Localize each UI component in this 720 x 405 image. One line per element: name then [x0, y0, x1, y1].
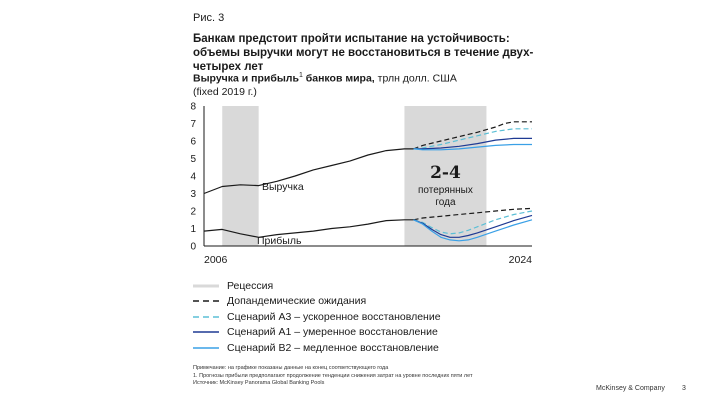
legend-label: Допандемические ожидания [227, 295, 367, 308]
lost-years-number: 2-4 [430, 163, 461, 183]
recession-band [222, 106, 258, 246]
note-line: Источник: McKinsey Panorama Global Banking Pools [193, 380, 325, 386]
legend-swatch [193, 298, 219, 304]
lost-years-label: потерянных [417, 185, 473, 196]
notes [193, 365, 473, 388]
page-number: 3 [682, 385, 686, 392]
footer-brand: McKinsey & Company [596, 385, 665, 392]
legend-label: Рецессия [227, 279, 274, 292]
footnote-mark: 1 [298, 72, 303, 79]
lost-years-label: года [435, 197, 456, 208]
y-tick-label: 1 [190, 224, 196, 235]
y-tick-label: 7 [190, 119, 196, 130]
y-tick-label: 3 [190, 189, 196, 200]
subtitle-bold2: банков мира, [302, 72, 375, 85]
legend-item [193, 309, 441, 325]
x-tick-label: 2024 [508, 254, 532, 266]
note-line: Примечание: на графике показаны данные на конец соответствующего года [193, 365, 389, 371]
y-tick-label: 4 [190, 171, 196, 183]
legend-swatch [193, 329, 219, 335]
legend-item [193, 325, 441, 341]
chart-subtitle [193, 69, 553, 99]
y-tick-label: 2 [190, 206, 196, 218]
note-line: 1. Прогнозы прибыли предполагают продолжение тенденции снижения затрат на уровне последних пяти лет [193, 372, 473, 379]
profit-annotation: Прибыль [257, 235, 302, 247]
subtitle-bold: Выручка и прибыль [193, 72, 299, 85]
legend-item [193, 294, 441, 310]
legend-swatch [193, 314, 219, 320]
y-tick-label: 5 [190, 154, 196, 165]
legend [193, 278, 441, 356]
legend-swatch [193, 345, 219, 351]
subtitle-line2: (fixed 2019 г.) [193, 85, 257, 98]
chart [172, 100, 544, 272]
legend-label: Сценарий B2 – медленное восстановление [227, 341, 439, 354]
revenue-annotation: Выручка [262, 181, 304, 193]
legend-item [193, 278, 441, 294]
legend-swatch [193, 283, 219, 289]
x-tick-label: 2006 [204, 254, 228, 266]
legend-label: Сценарий A3 – ускоренное восстановление [227, 310, 441, 323]
subtitle-units: трлн долл. США [374, 72, 457, 85]
y-tick-label: 6 [190, 136, 196, 148]
headline: Банкам предстоит пройти испытание на устойчивость: объемы выручки могут не восстановиться в течение двух-четырех лет [193, 33, 534, 73]
legend-item [193, 340, 441, 356]
figure-label: Рис. 3 [193, 12, 225, 24]
legend-label: Сценарий A1 – умеренное восстановление [227, 326, 438, 339]
y-tick-label: 8 [190, 101, 196, 113]
y-tick-label: 0 [190, 241, 196, 253]
